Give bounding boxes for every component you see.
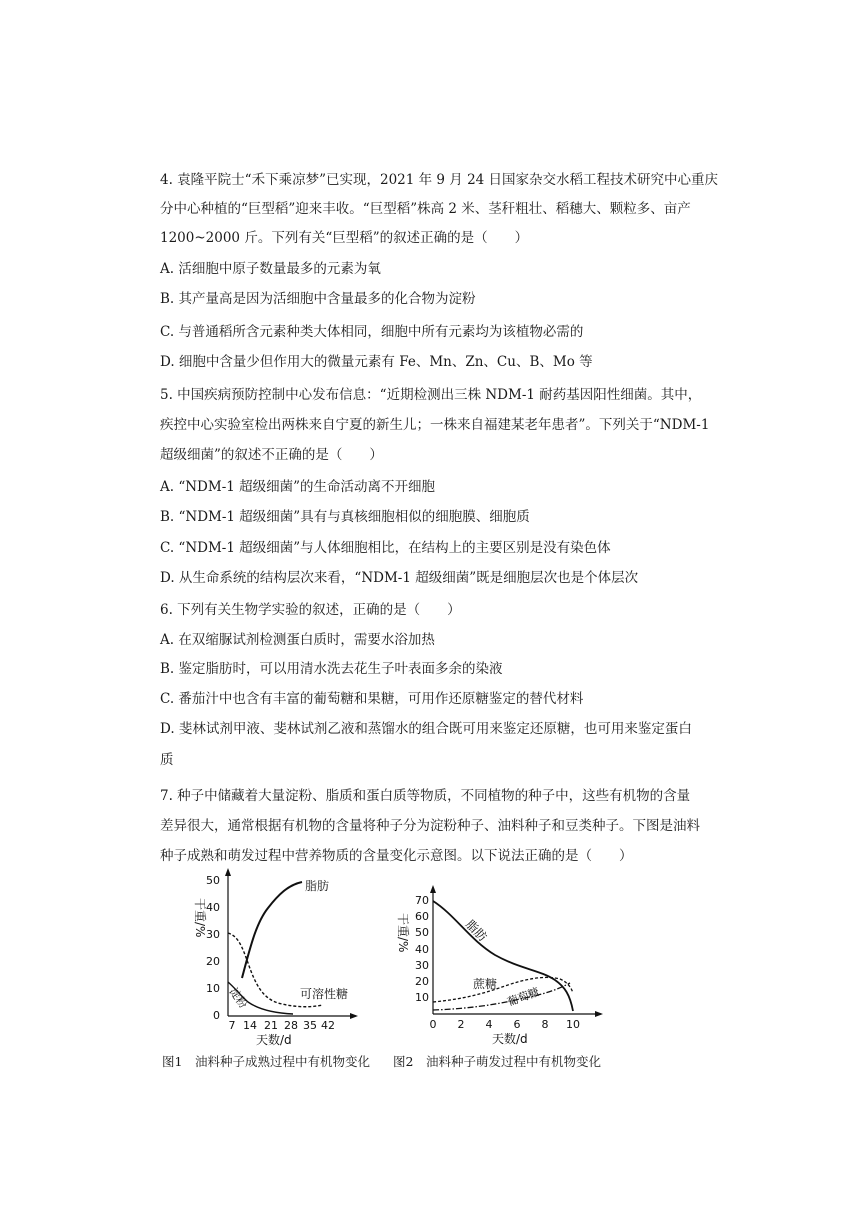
question-5-option: B. “NDM-1 超级细菌”具有与真核细胞相似的细胞膜、细胞质 bbox=[160, 509, 530, 525]
figure1-xtick: 21 bbox=[264, 1019, 278, 1032]
figure2-xtick: 2 bbox=[457, 1018, 465, 1031]
question-4-stem-line: 4. 袁隆平院士“禾下乘凉梦”已实现，2021 年 9 月 24 日国家杂交水稻工程技术研究中心重庆 bbox=[160, 172, 719, 188]
figure2-ytick: 50 bbox=[415, 926, 429, 939]
question-4-stem-line: 1200~2000 斤。下列有关“巨型稻”的叙述正确的是（ ） bbox=[160, 230, 529, 246]
question-4-option: C. 与普通稻所含元素种类大体相同，细胞中所有元素均为该植物必需的 bbox=[160, 324, 584, 340]
figure2-label-sucrose: 蔗糖 bbox=[473, 977, 498, 991]
question-7-stem-line: 7. 种子中储藏着大量淀粉、脂质和蛋白质等物质，不同植物的种子中，这些有机物的含量 bbox=[160, 788, 691, 804]
figure2-ytick: 30 bbox=[415, 959, 429, 972]
question-6-option: B. 鉴定脂肪时，可以用清水洗去花生子叶表面多余的染液 bbox=[160, 661, 503, 677]
figure2-label-glucose: 葡萄糖 bbox=[505, 985, 542, 1009]
figure1-ytick: 20 bbox=[206, 955, 220, 968]
question-6-option: A. 在双缩脲试剂检测蛋白质时，需要水浴加热 bbox=[160, 632, 435, 648]
figure1-xtick: 35 bbox=[303, 1019, 317, 1032]
figure1-label-fat: 脂肪 bbox=[305, 879, 330, 893]
figure1-chart bbox=[178, 868, 358, 1048]
figure1-fat-curve bbox=[242, 882, 302, 978]
question-5-stem-line: 超级细菌”的叙述不正确的是（ ） bbox=[160, 447, 383, 463]
figure1-xlabel: 天数/d bbox=[256, 1033, 292, 1047]
question-5-option: A. “NDM-1 超级细菌”的生命活动离不开细胞 bbox=[160, 479, 436, 495]
figure1-label-soluble-sugar: 可溶性糖 bbox=[300, 987, 349, 1001]
figure1-caption: 图1 油料种子成熟过程中有机物变化 bbox=[162, 1054, 370, 1069]
figure2-ytick: 70 bbox=[415, 894, 429, 907]
figure2-xlabel: 天数/d bbox=[492, 1032, 528, 1046]
figure2-fat-curve bbox=[433, 901, 573, 1011]
question-6-option: C. 番茄汁中也含有丰富的葡萄糖和果糖，可用作还原糖鉴定的替代材料 bbox=[160, 691, 584, 707]
figure2-ylabel: 干重/% bbox=[396, 913, 410, 953]
question-5-stem-line: 5. 中国疾病预防控制中心发布信息：“近期检测出三株 NDM-1 耐药基因阳性细菌。其中， bbox=[160, 387, 702, 403]
figure1-xtick: 14 bbox=[243, 1019, 257, 1032]
question-5-stem-line: 疾控中心实验室检出两株来自宁夏的新生儿；一株来自福建某老年患者”。下列关于“NDM-1 bbox=[160, 417, 710, 433]
figure2-label-fat: 脂肪 bbox=[462, 917, 490, 945]
question-7-stem-line: 差异很大，通常根据有机物的含量将种子分为淀粉种子、油料种子和豆类种子。下图是油料 bbox=[160, 818, 700, 834]
figure1-ytick: 50 bbox=[206, 874, 220, 887]
figure2-chart bbox=[395, 885, 605, 1050]
figure1-xtick: 42 bbox=[321, 1019, 335, 1032]
figure2-xtick: 0 bbox=[429, 1018, 437, 1031]
figure2-ytick: 20 bbox=[415, 975, 429, 988]
figure1-ytick: 40 bbox=[206, 901, 220, 914]
figure2-xtick: 6 bbox=[513, 1018, 521, 1031]
question-5-option: C. “NDM-1 超级细菌”与人体细胞相比，在结构上的主要区别是没有染色体 bbox=[160, 540, 611, 556]
figure1-ylabel: 干重/% bbox=[193, 898, 207, 938]
question-7-stem-line: 种子成熟和萌发过程中营养物质的含量变化示意图。以下说法正确的是（ ） bbox=[160, 848, 633, 864]
figure2-xtick: 8 bbox=[541, 1018, 549, 1031]
figure1-xtick: 7 bbox=[228, 1019, 236, 1032]
figure2-xtick: 4 bbox=[485, 1018, 493, 1031]
question-4-option: D. 细胞中含量少但作用大的微量元素有 Fe、Mn、Zn、Cu、B、Mo 等 bbox=[160, 354, 593, 370]
figure1-ytick: 0 bbox=[213, 1009, 220, 1022]
question-5-option: D. 从生命系统的结构层次来看，“NDM-1 超级细菌”既是细胞层次也是个体层次 bbox=[160, 570, 639, 586]
question-4-option: A. 活细胞中原子数量最多的元素为氧 bbox=[160, 261, 381, 277]
question-6-option: D. 斐林试剂甲液、斐林试剂乙液和蒸馏水的组合既可用来鉴定还原糖，也可用来鉴定蛋白 bbox=[160, 721, 692, 737]
figure2-ytick: 10 bbox=[415, 991, 429, 1004]
figure2-xtick: 10 bbox=[566, 1018, 580, 1031]
question-4-stem-line: 分中心种植的“巨型稻”迎来丰收。“巨型稻”株高 2 米、茎秆粗壮、稻穗大、颗粒多、亩产 bbox=[160, 201, 691, 217]
question-6-stem-line: 6. 下列有关生物学实验的叙述，正确的是（ ） bbox=[160, 602, 461, 618]
figure2-ytick: 60 bbox=[415, 910, 429, 923]
question-4-option: B. 其产量高是因为活细胞中含量最多的化合物为淀粉 bbox=[160, 291, 476, 307]
figure1-ytick: 30 bbox=[206, 928, 220, 941]
question-6-option: 质 bbox=[160, 752, 174, 768]
figure2-sucrose-curve bbox=[433, 977, 573, 1002]
figure1-xtick: 28 bbox=[284, 1019, 298, 1032]
figure2-caption: 图2 油料种子萌发过程中有机物变化 bbox=[393, 1054, 601, 1069]
figure2-ytick: 40 bbox=[415, 943, 429, 956]
figure1-ytick: 10 bbox=[206, 982, 220, 995]
figure1-label-starch: 淀粉 bbox=[226, 985, 250, 1011]
